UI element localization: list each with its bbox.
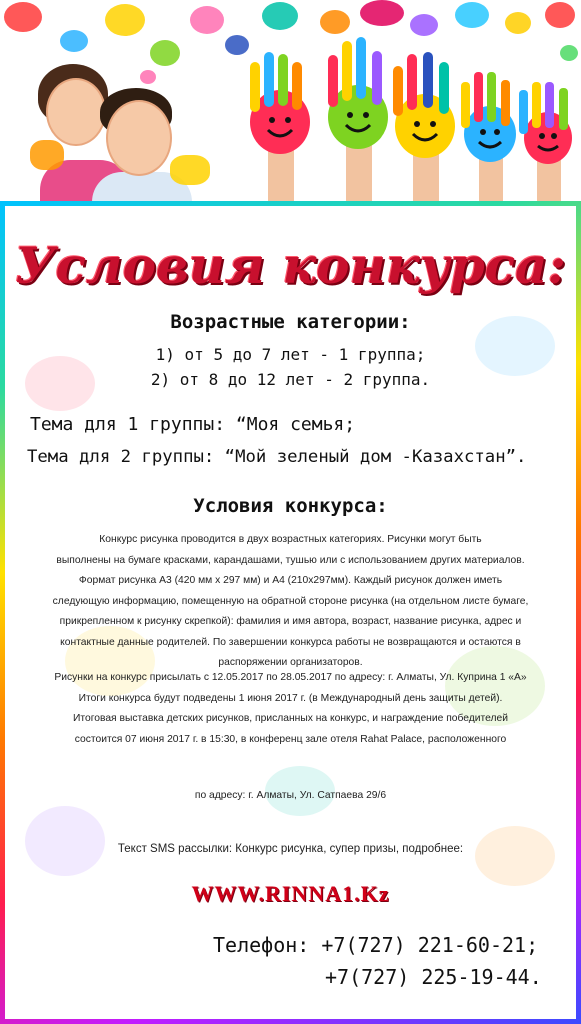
- paint-splash: [560, 45, 578, 61]
- age-categories-heading: Возрастные категории:: [170, 311, 411, 333]
- paragraph-line: Конкурс рисунка проводится в двух возрастных категориях. Рисунки могут быть: [99, 534, 482, 545]
- paint-splash: [190, 6, 224, 34]
- paint-splash: [410, 14, 438, 36]
- paragraph-line: прикрепленном к рисунку скрепкой): фамилия и имя автора, возраст, название рисунка, адрес и: [59, 616, 522, 627]
- conditions-paragraph: [23, 530, 558, 674]
- page-title: Условия конкурса:: [14, 236, 566, 295]
- content-frame: [0, 201, 581, 1024]
- paint-splash: [60, 30, 88, 52]
- paragraph-line: Итоги конкурса будут подведены 1 июня 2017 г. (в Международный день защиты детей).: [78, 692, 503, 704]
- contest-info: [5, 206, 576, 1019]
- sms-text: Текст SMS рассылки: Конкурс рисунка, супер призы, подробнее:: [117, 843, 464, 855]
- paint-splash: [455, 2, 489, 28]
- painted-hand-image: [385, 52, 465, 202]
- paragraph-line: распоряжении организаторов.: [218, 657, 363, 668]
- paragraph-line: Рисунки на конкурс присылать с 12.05.2017 по 28.05.2017 по адресу: г. Алматы, Ул. Куприна 1 «А»: [54, 672, 527, 683]
- phone-line-2: +7(727) 225-19-44.: [325, 965, 542, 989]
- website-link[interactable]: WWW.RINNA1.Kz: [191, 881, 390, 906]
- dates-paragraph: [13, 668, 568, 750]
- paragraph-line: контактные данные родителей. По завершении конкурса работы не возвращаются и остаются в: [60, 636, 521, 648]
- paint-splash: [545, 2, 575, 28]
- age-category-item: 1) от 5 до 7 лет - 1 группа;: [155, 345, 426, 364]
- paragraph-line: Итоговая выставка детских рисунков, присланных на конкурс, и награждение победителей: [72, 713, 509, 724]
- theme-group-1: Тема для 1 группы: “Моя семья;: [30, 414, 356, 435]
- paint-splash: [4, 2, 42, 32]
- paint-splash: [105, 4, 145, 36]
- header-banner: [0, 0, 581, 202]
- painted-hand-image: [240, 52, 320, 202]
- paint-splash: [320, 10, 350, 34]
- paragraph-line: следующую информацию, помещенную на обратной стороне рисунка (на отдельном листе бумаге,: [52, 595, 529, 607]
- paragraph-line: Формат рисунка А3 (420 мм х 297 мм) и А4 (210х297мм). Каждый рисунок должен иметь: [78, 575, 503, 586]
- paint-splash: [262, 2, 298, 30]
- paint-splash: [360, 0, 404, 26]
- paragraph-line: выполнены на бумаге красками, карандашами, тушью или с использованием других материалов.: [56, 554, 525, 566]
- age-category-item: 2) от 8 до 12 лет - 2 группа.: [150, 370, 431, 389]
- painted-hand-image: [515, 82, 581, 202]
- paint-splash: [505, 12, 531, 34]
- phone-line-1: Телефон: +7(727) 221-60-21;: [213, 933, 539, 957]
- conditions-heading: Условия конкурса:: [193, 495, 388, 517]
- address-line: по адресу: г. Алматы, Ул. Сатпаева 29/6: [194, 790, 387, 801]
- children-photo: [20, 60, 220, 202]
- theme-group-2: Тема для 2 группы: “Мой зеленый дом -Казахстан”.: [27, 447, 527, 467]
- paragraph-line: состоится 07 июня 2017 г. в 15:30, в конференц зале отеля Rahat Palace, расположенного: [74, 733, 507, 745]
